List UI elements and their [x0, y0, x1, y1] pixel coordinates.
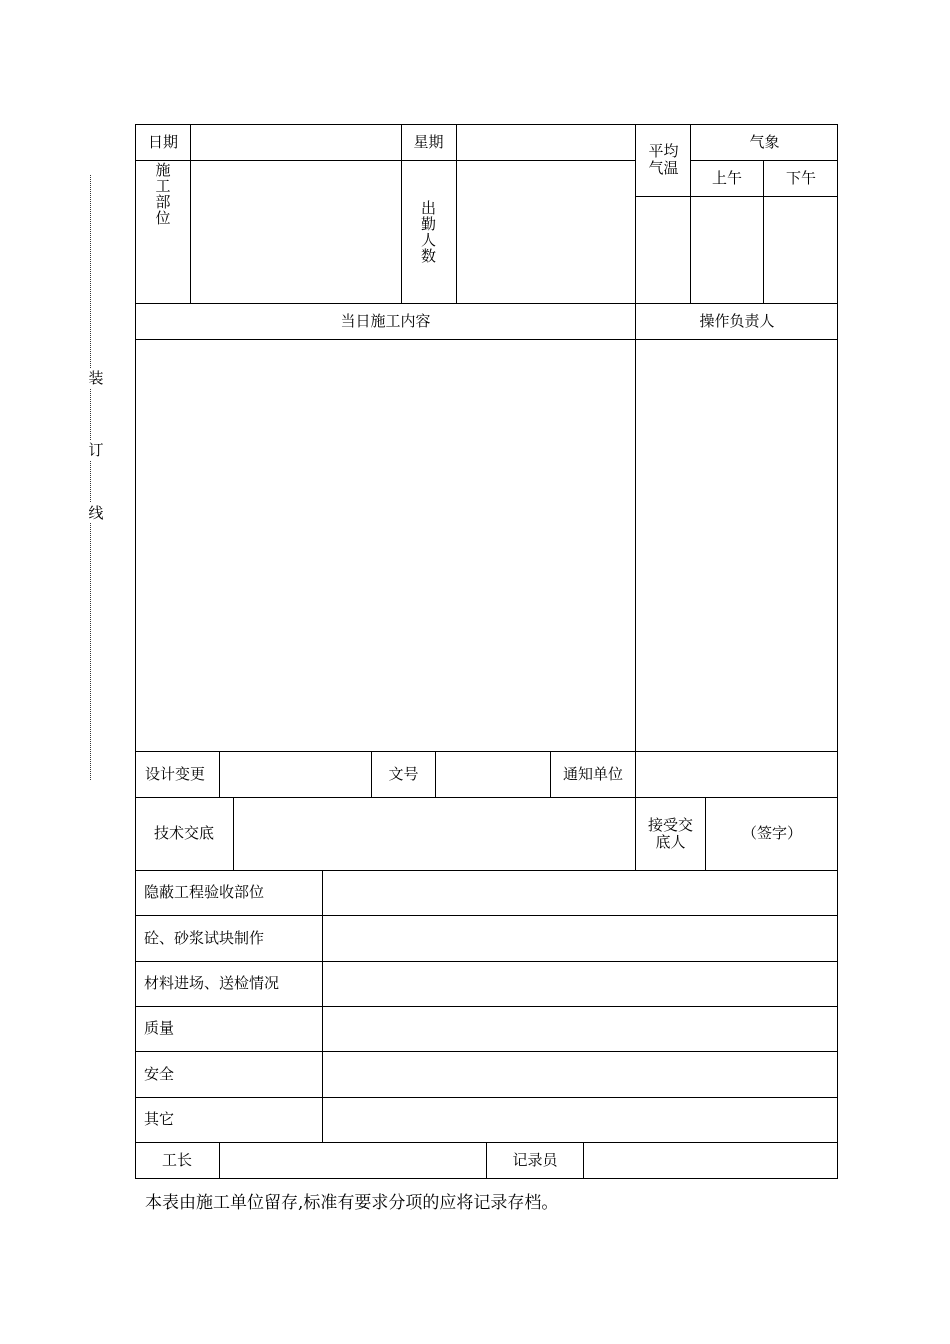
avg-temp-label: 平均气温	[648, 142, 679, 177]
daily-work-label: 当日施工内容	[340, 311, 431, 330]
recorder-field[interactable]	[584, 1142, 838, 1179]
location-field[interactable]	[191, 160, 401, 303]
receiver-label: 接受交底人	[647, 815, 693, 851]
binding-char-ding: 订	[86, 440, 106, 460]
foreman-label: 工长	[161, 1151, 192, 1169]
daily-work-area[interactable]	[135, 339, 636, 751]
signature-field[interactable]: （签字）	[741, 824, 802, 842]
design-change-label: 设计变更	[145, 764, 206, 783]
afternoon-weather-field[interactable]	[764, 196, 838, 303]
notify-unit-field[interactable]	[636, 751, 838, 797]
footer-note: 本表由施工单位留存,标准有要求分项的应将记录存档。	[145, 1193, 559, 1213]
operator-label: 操作负责人	[699, 311, 775, 330]
weather-label: 气象	[749, 132, 780, 151]
binding-dotted-line	[90, 175, 91, 780]
binding-char-xian: 线	[86, 503, 106, 523]
date-field[interactable]	[191, 124, 401, 160]
item-label-quality: 质量	[144, 1019, 175, 1037]
recorder-label: 记录员	[512, 1151, 558, 1169]
attendance-field[interactable]	[457, 160, 635, 303]
morning-label: 上午	[711, 168, 742, 187]
notify-unit-label: 通知单位	[562, 764, 623, 783]
item-label-safety: 安全	[144, 1064, 175, 1083]
doc-no-label: 文号	[388, 764, 419, 783]
tech-briefing-label: 技术交底	[153, 824, 214, 842]
doc-no-field[interactable]	[436, 751, 550, 797]
avg-temp-field[interactable]	[636, 196, 691, 303]
item-field-other[interactable]	[323, 1097, 838, 1142]
item-field-hidden-works[interactable]	[323, 870, 838, 915]
item-label-hidden-works: 隐蔽工程验收部位	[144, 883, 265, 901]
item-label-other: 其它	[144, 1110, 175, 1128]
afternoon-label: 下午	[785, 168, 816, 187]
design-change-field[interactable]	[220, 751, 371, 797]
item-label-test-blocks: 砼、砂浆试块制作	[144, 928, 265, 947]
item-field-quality[interactable]	[323, 1006, 838, 1051]
morning-weather-field[interactable]	[691, 196, 763, 303]
weekday-label: 星期	[413, 132, 444, 151]
tech-briefing-field[interactable]	[234, 797, 635, 870]
attendance-label: 出勤人数	[420, 198, 436, 265]
item-field-test-blocks[interactable]	[323, 915, 838, 961]
foreman-field[interactable]	[220, 1142, 486, 1179]
weekday-field[interactable]	[457, 124, 635, 160]
item-field-safety[interactable]	[323, 1051, 838, 1097]
date-label: 日期	[147, 132, 178, 151]
location-label: 施工部位	[155, 161, 171, 227]
operator-area[interactable]	[636, 339, 838, 751]
binding-char-zhuang: 装	[86, 368, 106, 388]
item-label-materials: 材料进场、送检情况	[144, 974, 280, 992]
item-field-materials[interactable]	[323, 961, 838, 1006]
